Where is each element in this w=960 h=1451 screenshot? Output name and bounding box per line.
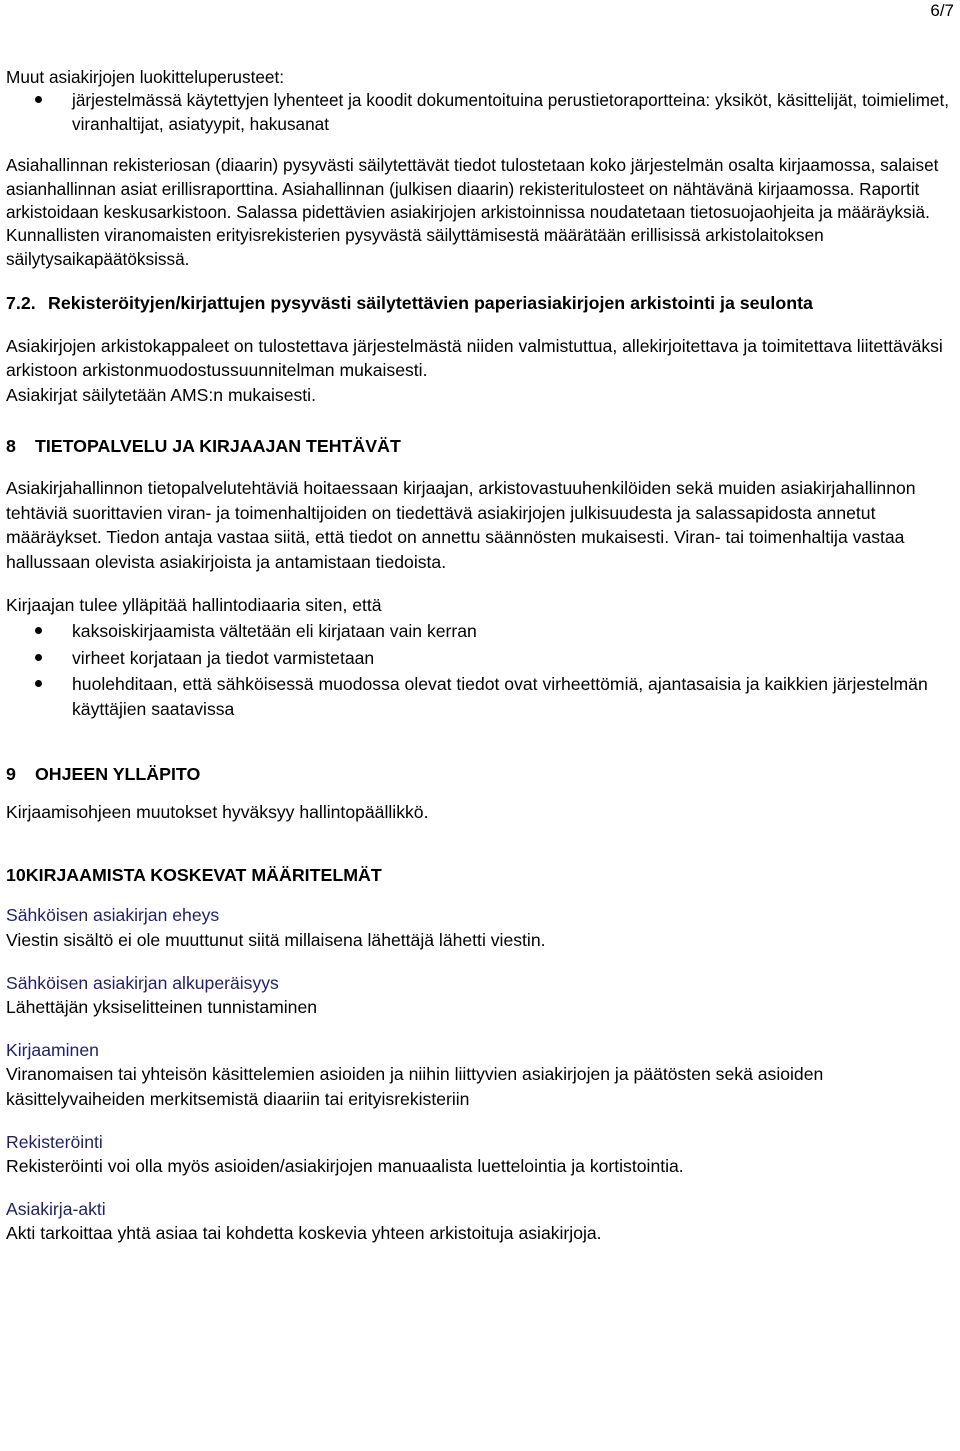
definition-term: Rekisteröinti [6,1131,103,1152]
definition-text: Viestin sisältö ei ole muuttunut siitä millaisena lähettäjä lähetti viestin. [6,929,546,950]
section-number: 10 [6,864,26,885]
definition-term: Kirjaaminen [6,1039,99,1060]
document-body [6,66,956,1246]
list-item-text: huolehditaan, että sähköisessä muodossa olevat tiedot ovat virheettömiä, ajantasaisia ja kaikkien järjestelmän käyttäjien saatavissa [72,674,928,719]
list-item-text: kaksoiskirjaamista vältetään eli kirjataan vain kerran [72,621,477,642]
intro-paragraph: Asiahallinnan rekisteriosan (diaarin) pysyvästi säilytettävät tiedot tulostetaan koko järjestelmän osalta kirjaamossa, salaiset asianhallinnan asiat erillisraporttina. Asiahallinnan (julkisen diaarin) rekisteritulosteet on nähtävänä kirjaamossa. Raportit arkistoidaan keskusarkistoon. Salassa pidettävien asiakirjojen arkistoinnissa noudatetaan tietosuojaohjeita ja määräyksiä. Kunnallisten viranomaisten erityisrekisterien pysyvästä säilyttämisestä määrätään erillisissä arkistolaitoksen säilytysaikapäätöksissä. [6,155,939,269]
definition-text: Viranomaisen tai yhteisön käsittelemien asioiden ja niihin liittyvien asiakirjojen ja päätösten sekä asioiden käsittelyvaiheiden merkitsemistä diaariin tai erityisrekisteriin [6,1064,824,1109]
section-heading-7-2 [6,291,956,316]
bullet-icon [32,619,44,644]
definition-item [6,971,956,1020]
bullet-icon [32,672,44,697]
list-item [6,89,956,136]
definition-text: Lähettäjän yksiselitteinen tunnistaminen [6,997,318,1018]
intro-heading: Muut asiakirjojen luokitteluperusteet: [6,67,285,87]
section-number: 9 [6,763,16,784]
section-title: Rekisteröityjen/kirjattujen pysyvästi säilytettävien paperiasiakirjojen arkistointi ja seulonta [48,293,813,314]
intro-bullet-list [6,89,956,136]
bullet-icon [32,89,44,112]
section-7-2-note: Asiakirjat säilytetään AMS:n mukaisesti. [6,385,316,406]
section-8-list-intro: Kirjaajan tulee ylläpitää hallintodiaaria siten, että [6,594,382,615]
list-item [6,646,956,671]
definition-text: Rekisteröinti voi olla myös asioiden/asiakirjojen manuaalista luettelointia ja kortistointia. [6,1156,684,1177]
section-heading-8 [6,434,956,459]
section-number: 7.2. [6,293,36,314]
definition-item [6,1130,956,1179]
section-7-2-paragraph: Asiakirjojen arkistokappaleet on tulostettava järjestelmästä niiden valmistuttua, allekirjoitettava ja toimitettava liitettäväksi arkistoon arkistonmuodostussuunnitelman mukaisesti. [6,335,943,381]
list-item [6,619,956,644]
definition-term: Sähköisen asiakirjan alkuperäisyys [6,972,279,993]
list-item [6,672,956,721]
section-title: KIRJAAMISTA KOSKEVAT MÄÄRITELMÄT [25,864,382,885]
section-title: TIETOPALVELU JA KIRJAAJAN TEHTÄVÄT [34,435,401,456]
section-8-paragraph: Asiakirjahallinnon tietopalvelutehtäviä hoitaessaan kirjaajan, arkistovastuuhenkilöiden sekä muiden asiakirjahallinnon tehtäviä suorittavien viran- ja toimenhaltijoiden on tiedettävä asiakirjojen julkisuudesta ja salassapidosta annetut määräykset. Tiedon antaja vastaa siitä, että tiedot on annettu säännösten mukaisesti. Viran- tai toimenhaltija vastaa hallussaan olevista asiakirjoista ja antamistaan tiedoista. [6,478,916,572]
section-heading-9 [6,762,956,787]
section-heading-10 [6,863,956,888]
definition-item [6,1038,956,1112]
definition-item [6,903,956,952]
definition-term: Asiakirja-akti [6,1198,106,1219]
page-number: 6/7 [930,1,954,20]
list-item-text: järjestelmässä käytettyjen lyhenteet ja koodit dokumentoituina perustietoraportteina: yksiköt, käsittelijät, toimielimet, viranhaltijat, asiatyypit, hakusanat [72,90,949,134]
section-title: OHJEEN YLLÄPITO [34,763,201,784]
definition-term: Sähköisen asiakirjan eheys [6,905,220,926]
definition-text: Akti tarkoittaa yhtä asiaa tai kohdetta koskevia yhteen arkistoituja asiakirjoja. [6,1223,602,1244]
definition-item [6,1197,956,1246]
section-9-paragraph: Kirjaamisohjeen muutokset hyväksyy hallintopäällikkö. [6,802,429,823]
list-item-text: virheet korjataan ja tiedot varmistetaan [72,647,375,668]
bullet-icon [32,646,44,671]
section-number: 8 [6,435,16,456]
section-8-bullet-list [6,619,956,721]
